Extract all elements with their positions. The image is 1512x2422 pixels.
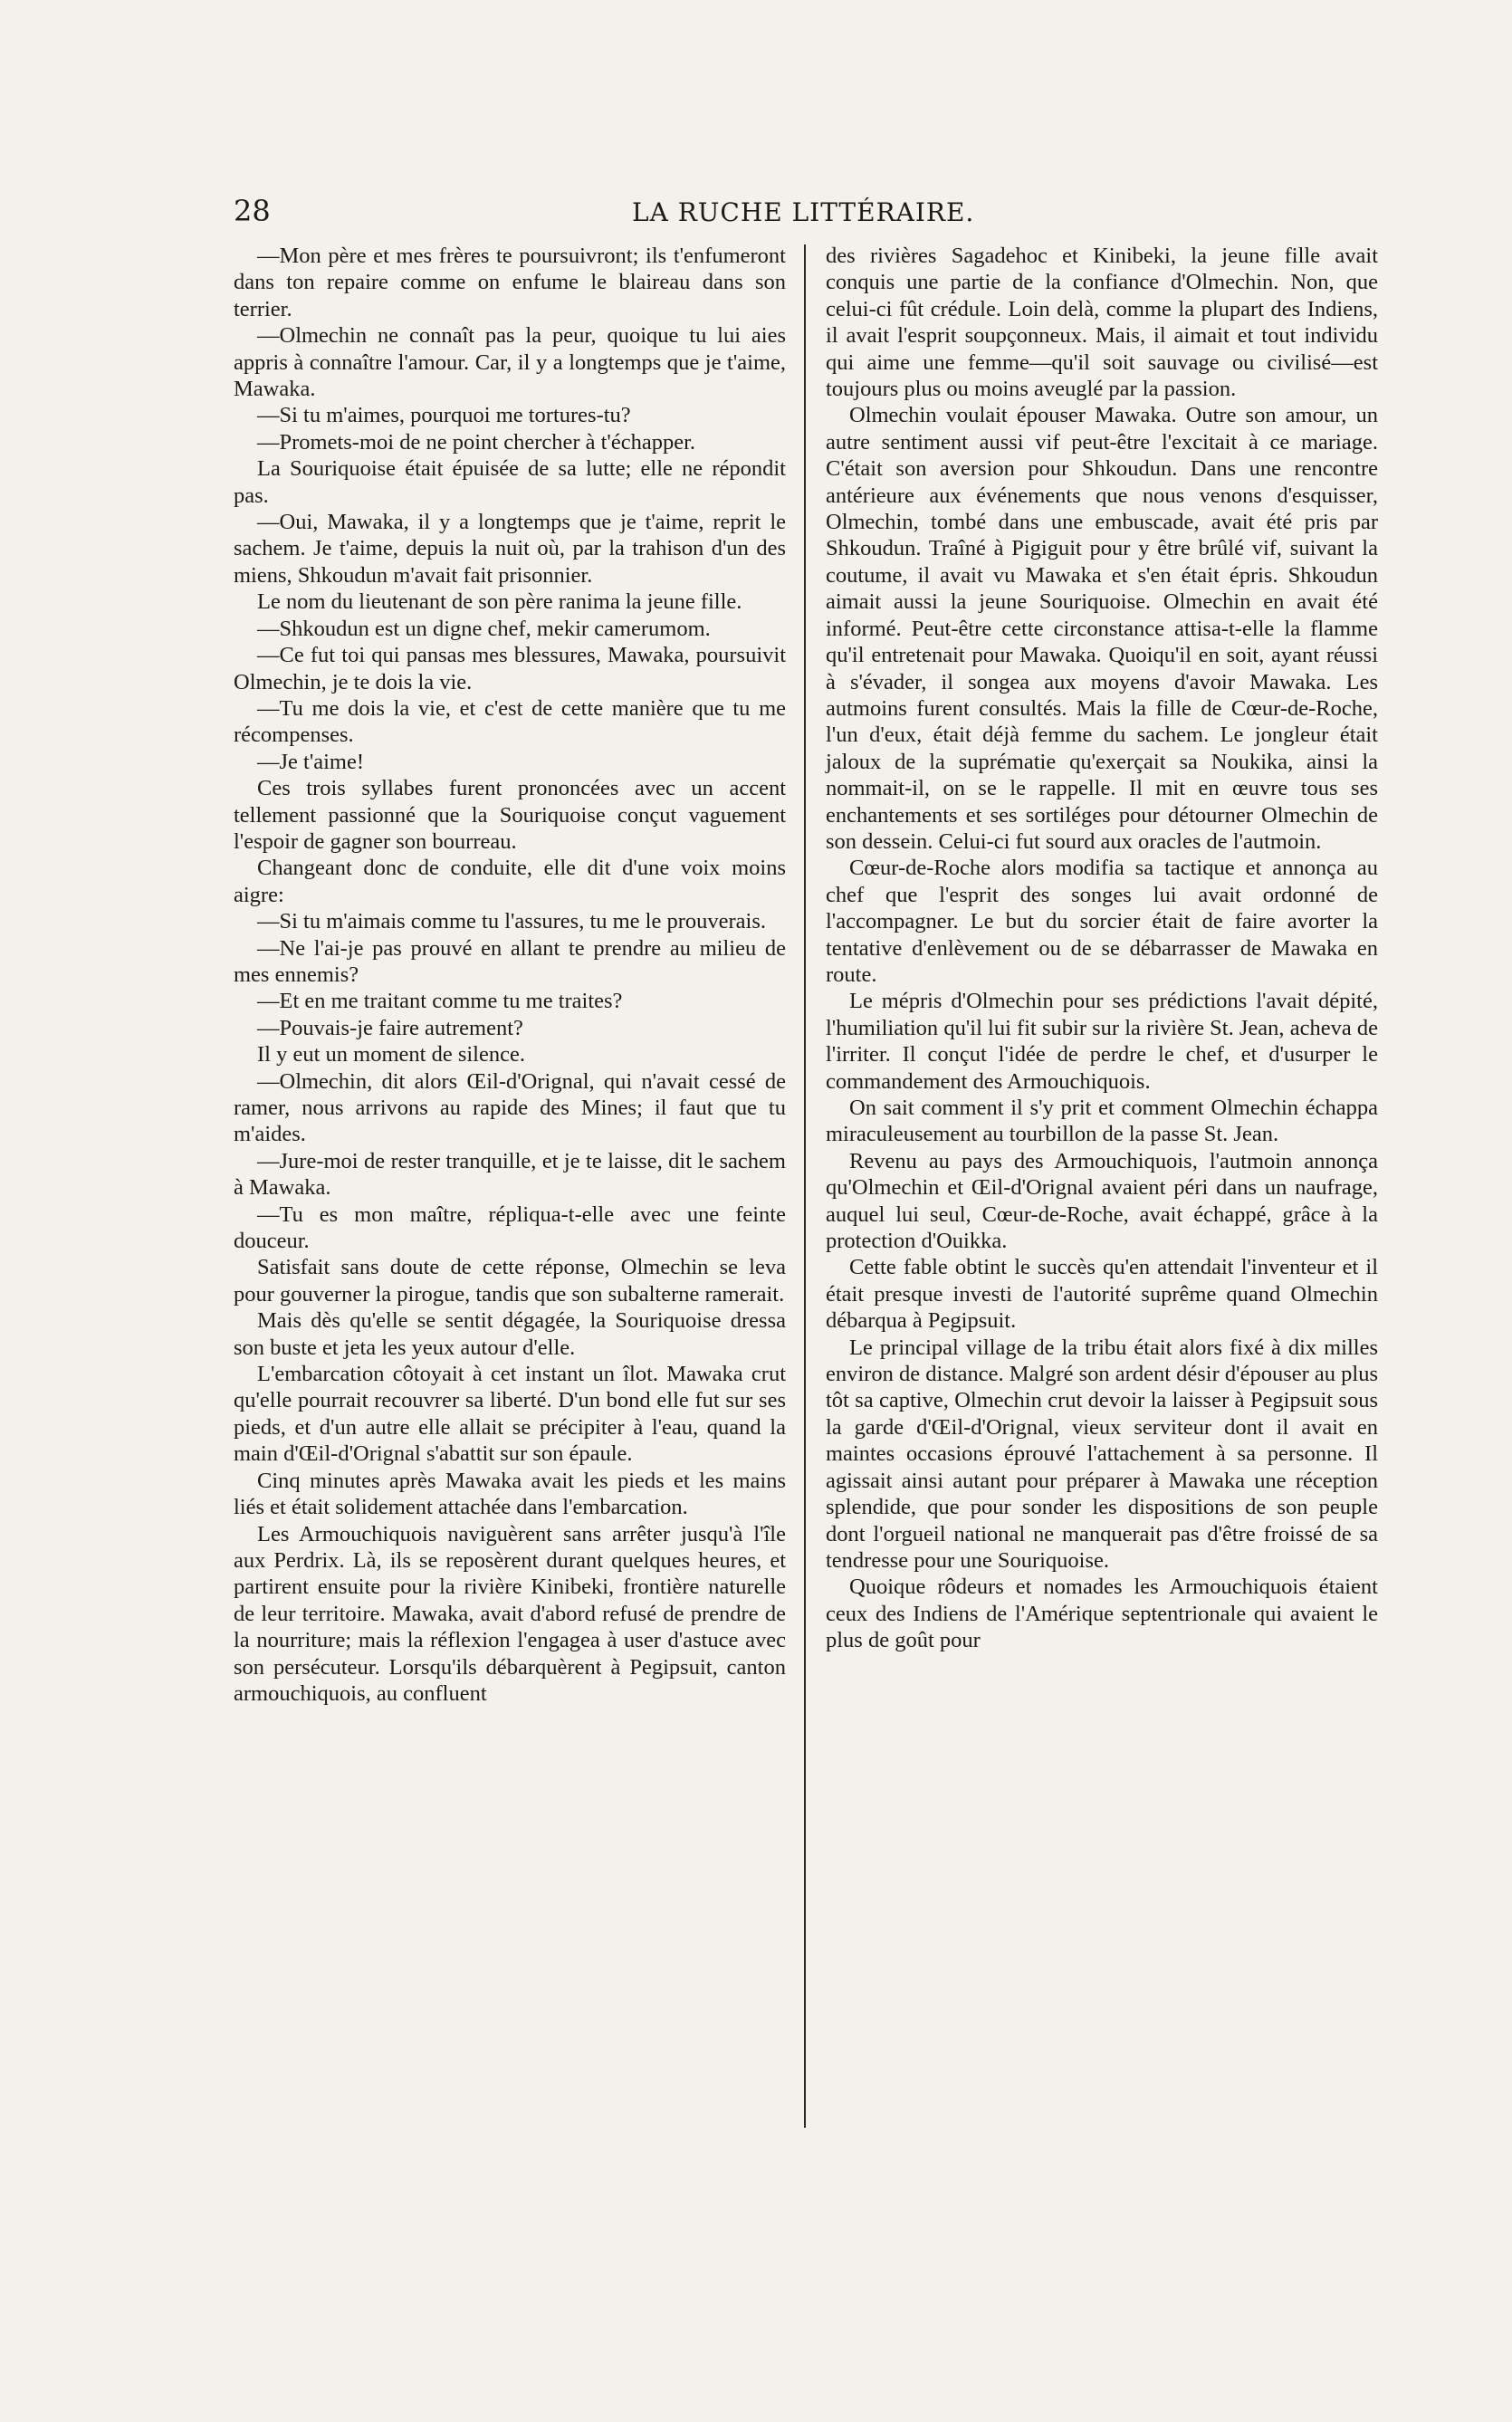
paragraph: Cœur-de-Roche alors modifia sa tactique et annonça au chef que l'esprit des songes lui avait ordonné de l'accompagner. Le but du sorcier était de faire avorter la tentative d'enlèvement ou de se débarrasser de Mawaka en route. xyxy=(826,856,1378,987)
paragraph: La Souriquoise était épuisée de sa lutte; elle ne répondit pas. xyxy=(234,456,786,508)
paragraph: Cinq minutes après Mawaka avait les pieds et les mains liés et était solidement attachée dans l'embarcation. xyxy=(234,1468,786,1520)
paragraph: —Mon père et mes frères te poursuivront; ils t'enfumeront dans ton repaire comme on enfume le blaireau dans son terrier. xyxy=(234,244,786,321)
paragraph: —Je t'aime! xyxy=(257,749,365,774)
paragraph: Mais dès qu'elle se sentit dégagée, la Souriquoise dressa son buste et jeta les yeux autour d'elle. xyxy=(234,1308,786,1360)
page-number: 28 xyxy=(234,194,271,228)
paragraph: Satisfait sans doute de cette réponse, Olmechin se leva pour gouverner la pirogue, tandis que son subalterne ramerait. xyxy=(234,1255,786,1307)
paragraph: —Jure-moi de rester tranquille, et je te laisse, dit le sachem à Mawaka. xyxy=(234,1148,786,1201)
paragraph: Olmechin voulait épouser Mawaka. Outre son amour, un autre sentiment aussi vif peut-être l'excitait à ce mariage. C'était son aversion pour Shkoudun. Dans une rencontre antérieure aux événements que nous venons d'esquisser, Olmechin, tombé dans une embuscade, avait été pris par Shkoudun. Traîné à Pigiguit pour y être brûlé vif, suivant la coutume, il avait vu Mawaka et s'en était épris. Shkoudun aimait aussi la jeune Souriquoise. Olmechin en avait été informé. Peut-être cette circonstance attisa-t-elle la flamme qu'il entretenait pour Mawaka. Quoiqu'il en soit, ayant réussi à s'évader, il songea aux moyens d'avoir Mawaka. Les autmoins furent consultés. Mais la fille de Cœur-de-Roche, l'un d'eux, était déjà femme du sachem. Le jongleur était jaloux de la suprématie qu'exerçait sa Noukika, ainsi la nommait-il, on se le rappelle. Il mit en œuvre tous ses enchantements et ses sortiléges pour détourner Olmechin de son dessein. Celui-ci fut sourd aux oracles de l'autmoin. xyxy=(826,403,1378,854)
paragraph: Les Armouchiquois naviguèrent sans arrêter jusqu'à l'île aux Perdrix. Là, ils se reposèrent durant quelques heures, et partirent ensuite pour la rivière Kinibeki, frontière naturelle de leur territoire. Mawaka, avait d'abord refusé de prendre de la nourriture; mais la réflexion l'engagea à user d'astuce avec son persécuteur. Lorsqu'ils débarquèrent à Pegipsuit, canton armouchiquois, au confluent xyxy=(234,1521,786,1706)
paragraph: —Et en me traitant comme tu me traites? xyxy=(257,989,623,1014)
paragraph: L'embarcation côtoyait à cet instant un îlot. Mawaka crut qu'elle pourrait recouvrer sa liberté. D'un bond elle fut sur ses pieds, et d'un autre elle allait se précipiter à l'eau, quand la main d'Œil-d'Orignal s'abattit sur son épaule. xyxy=(234,1362,786,1467)
right-text-column xyxy=(826,243,1378,1654)
paragraph: Quoique rôdeurs et nomades les Armouchiquois étaient ceux des Indiens de l'Amérique septentrionale qui avaient le plus de goût pour xyxy=(826,1575,1378,1653)
paragraph: —Promets-moi de ne point chercher à t'échapper. xyxy=(257,429,696,455)
paragraph: Ces trois syllabes furent prononcées avec un accent tellement passionné que la Souriquoise conçut vaguement l'espoir de gagner son bourreau. xyxy=(234,776,786,854)
paragraph: —Tu es mon maître, répliqua-t-elle avec une feinte douceur. xyxy=(234,1201,786,1254)
paragraph: —Shkoudun est un digne chef, mekir camerumom. xyxy=(257,616,711,641)
column-divider xyxy=(804,244,806,2128)
paragraph: —Si tu m'aimes, pourquoi me tortures-tu? xyxy=(257,403,631,428)
paragraph: Le principal village de la tribu était alors fixé à dix milles environ de distance. Malgré son ardent désir d'épouser au plus tôt sa captive, Olmechin crut devoir la laisser à Pegipsuit sous la garde d'Œil-d'Orignal, vieux serviteur dont il avait en maintes occasions éprouvé l'attachement à sa personne. Il agissait ainsi autant pour préparer à Mawaka une réception splendide, que pour sonder les dispositions de son peuple dont l'orgueil national ne manquerait pas d'être froissé de sa tendresse pour une Souriquoise. xyxy=(826,1335,1378,1573)
running-title: LA RUCHE LITTÉRAIRE. xyxy=(632,197,975,227)
paragraph: Le nom du lieutenant de son père ranima la jeune fille. xyxy=(257,589,742,615)
paragraph: —Pouvais-je faire autrement? xyxy=(257,1015,523,1040)
paragraph: —Olmechin ne connaît pas la peur, quoique tu lui aies appris à connaître l'amour. Car, il y a longtemps que je t'aime, Mawaka. xyxy=(234,323,786,402)
paragraph: —Ce fut toi qui pansas mes blessures, Mawaka, poursuivit Olmechin, je te dois la vie. xyxy=(234,643,786,694)
paragraph: —Oui, Mawaka, il y a longtemps que je t'aime, reprit le sachem. Je t'aime, depuis la nuit où, par la trahison d'un des miens, Shkoudun m'avait fait prisonnier. xyxy=(234,510,786,588)
paragraph: —Olmechin, dit alors Œil-d'Orignal, qui n'avait cessé de ramer, nous arrivons au rapide des Mines; il faut que tu m'aides. xyxy=(234,1068,786,1147)
page-header xyxy=(234,194,1376,234)
paragraph: Il y eut un moment de silence. xyxy=(257,1042,525,1067)
paragraph: —Ne l'ai-je pas prouvé en allant te prendre au milieu de mes ennemis? xyxy=(234,935,786,987)
left-text-column xyxy=(234,243,786,1707)
paragraph: On sait comment il s'y prit et comment Olmechin échappa miraculeusement au tourbillon de la passe St. Jean. xyxy=(826,1096,1378,1147)
paragraph: —Tu me dois la vie, et c'est de cette manière que tu me récompenses. xyxy=(234,695,786,748)
paragraph: Revenu au pays des Armouchiquois, l'autmoin annonça qu'Olmechin et Œil-d'Orignal avaient péri dans un naufrage, auquel lui seul, Cœur-de-Roche, avait échappé, grâce à la protection d'Ouikka. xyxy=(826,1148,1378,1254)
paragraph: —Si tu m'aimais comme tu l'assures, tu me le prouverais. xyxy=(257,909,767,934)
paragraph: Cette fable obtint le succès qu'en attendait l'inventeur et il était presque investi de l'autorité suprême quand Olmechin débarqua à Pegipsuit. xyxy=(826,1255,1378,1334)
paragraph: des rivières Sagadehoc et Kinibeki, la jeune fille avait conquis une partie de la confiance d'Olmechin. Non, que celui-ci fût crédule. Loin delà, comme la plupart des Indiens, il avait l'esprit soupçonneux. Mais, il aimait et tout individu qui aime une femme—qu'il soit sauvage ou civilisé—est toujours plus ou moins aveuglé par la passion. xyxy=(826,244,1378,402)
paragraph: Changeant donc de conduite, elle dit d'une voix moins aigre: xyxy=(234,856,786,907)
paragraph: Le mépris d'Olmechin pour ses prédictions l'avait dépité, l'humiliation qu'il lui fit subir sur la rivière St. Jean, acheva de l'irriter. Il conçut l'idée de perdre le chef, et d'usurper le commandement des Armouchiquois. xyxy=(826,989,1378,1094)
